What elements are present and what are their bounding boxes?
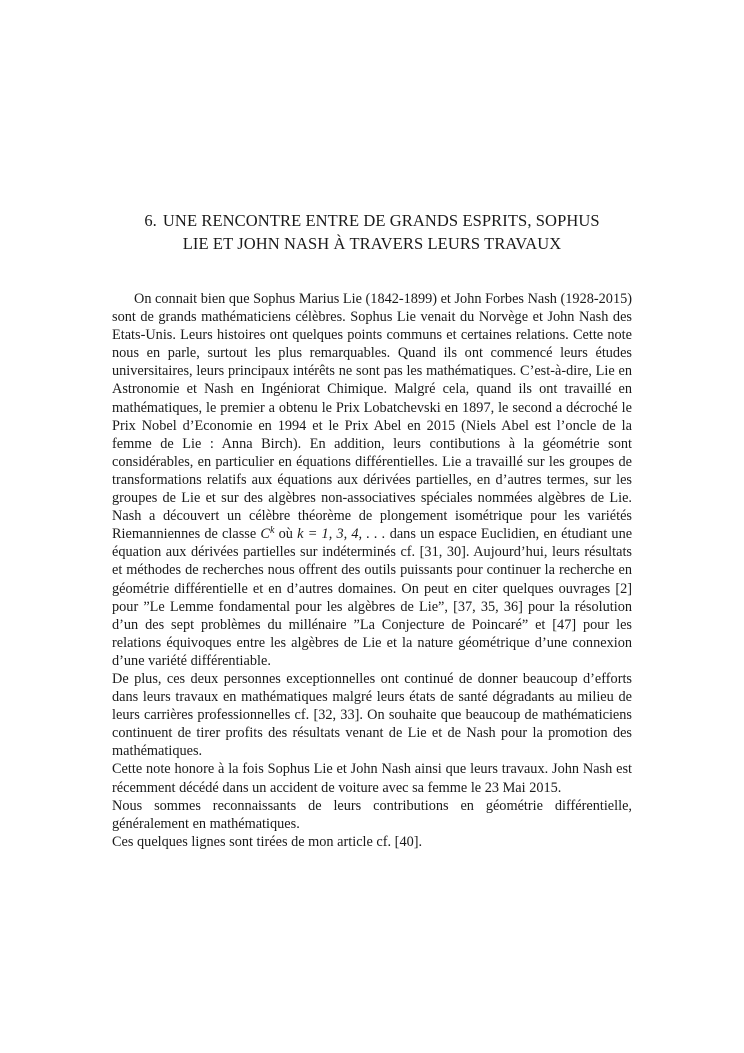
math-k-expression: k = 1, 3, 4, . . . [297, 526, 386, 543]
paragraph-1 [112, 290, 632, 670]
math-c: C [260, 526, 270, 543]
section-number: 6. [144, 211, 157, 230]
section-body [112, 290, 632, 851]
paragraph-2: De plus, ces deux personnes exceptionnelles ont continué de donner beaucoup d’efforts dans leurs travaux en mathématiques malgré leurs états de santé dégradants au milieu de leurs carrières professionnelles cf. [32, 33]. On souhaite que beaucoup de mathématiciens continuent de tirer profits des résultats venant de Lie et de Nash pour la promotion des mathématiques. [112, 670, 632, 760]
paragraph-4: Nous sommes reconnaissants de leurs contributions en géométrie différentielle, généralement en mathématiques. [112, 797, 632, 832]
section-title-text-1: UNE RENCONTRE ENTRE DE GRANDS ESPRITS, SOPHUS [162, 211, 600, 230]
section-title-line-1 [112, 209, 632, 232]
section-title [112, 209, 632, 255]
paragraph-1-part-1: On connait bien que Sophus Marius Lie (1842-1899) et John Forbes Nash (1928-2015) sont de grands mathématiciens célèbres. Sophus Lie venait du Norvège et John Nash des Etats-Unis. Leurs histoires ont quelques points communs et certaines relations. Cette note nous en parle, surtout les plus remarquables. Quand ils ont commencé leurs études universitaires, leurs principaux intérêts ne sont pas les mathématiques. C’est-à-dire, Lie en Astronomie et Nash en Ingéniorat Chimique. Malgré cela, quand ils ont travaillé en mathématiques, le premier a obtenu le Prix Lobatchevski en 1897, le second a décroché le Prix Nobel d’Economie en 1994 et le Prix Abel en 2015 (Niels Abel est l’oncle de la femme de Lie : Anna Birch). En addition, leurs contibutions à la géométrie sont considérables, en particulier en équations différentielles. Lie a travaillé sur les groupes de transformations relatifs aux équations aux dérivées partielles, en d’autres termes, sur les groupes de Lie et sur des algèbres non-associatives spéciales nommées algèbres de Lie. Nash a découvert un célèbre théorème de plongement isométrique pour les variétés Riemanniennes de classe [112, 291, 632, 543]
paragraph-3: Cette note honore à la fois Sophus Lie et John Nash ainsi que leurs travaux. John Nash est récemment décédé dans un accident de voiture avec sa femme le 23 Mai 2015. [112, 761, 632, 796]
math-k-superscript: k [269, 525, 275, 537]
section-title-line-2: LIE ET JOHN NASH À TRAVERS LEURS TRAVAUX [182, 234, 562, 253]
paragraph-5: Ces quelques lignes sont tirées de mon article cf. [40]. [112, 833, 423, 850]
paragraph-1-part-2: dans un espace Euclidien, en étudiant une équation aux dérivées partielles sur indéterminés cf. [31, 30]. Aujourd’hui, leurs résultats et méthodes de recherches nous offrent des outils puissants pour continuer la recherche en géométrie différentielle et en d’autres domaines. On peut en citer quelques ouvrages [2] pour ”Le Lemme fondamental pour les algèbres de Lie”, [37, 35, 36] pour la résolution d’un des sept problèmes du millénaire ”La Conjecture de Poincaré” et [47] pour les relations équivoques entre les algèbres de Lie et la nature géométrique d’une connexion d’une variété différentiable. [112, 526, 633, 669]
math-c-k [260, 526, 274, 542]
text-ou: où [278, 526, 293, 543]
